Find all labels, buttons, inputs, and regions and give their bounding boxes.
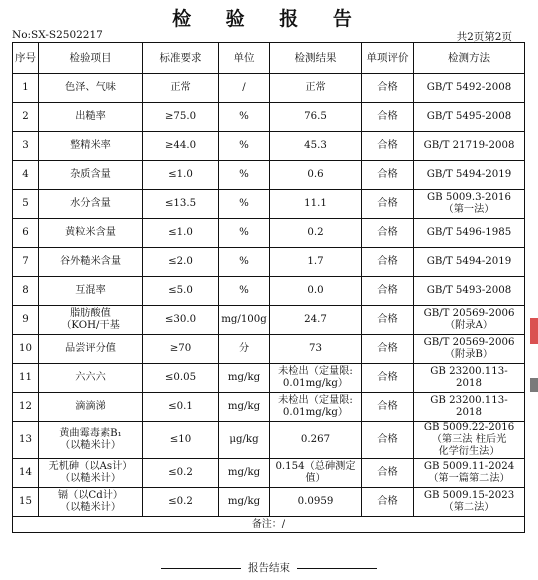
cell-method [414,190,525,219]
cell-result-line: 76.5 [304,111,327,122]
table-row [13,248,525,277]
cell-item-line: （以糙米计） [59,473,122,484]
cell-method-line: 化学衍生法） [438,446,500,457]
cell-unit: 分 [219,335,270,364]
cell-no: 10 [13,335,39,364]
cell-method-line: （第二法） [443,502,495,513]
cell-evaluation: 合格 [362,488,414,517]
cell-item [39,74,143,103]
cell-method-line: 2018 [456,407,482,418]
cell-method-line: GB/T 21719-2008 [423,140,515,151]
cell-evaluation: 合格 [362,190,414,219]
cell-result [270,335,362,364]
cell-item-line: （以糙米计） [59,502,122,513]
cell-no: 3 [13,132,39,161]
report-end-line [0,560,538,575]
report-end-text: 报告结束 [248,562,290,574]
table-row [13,422,525,459]
cell-item-line: 整精米率 [70,140,111,151]
cell-method-line: GB/T 5493-2008 [426,285,512,296]
cell-item-line: 无机砷（以As计） [48,461,133,472]
cell-result-line: 未检出（定量限: [278,366,353,377]
table-row [13,459,525,488]
cell-method-line: GB/T 20569-2006 [423,308,515,319]
cell-unit: % [219,248,270,277]
cell-unit: mg/kg [219,364,270,393]
cell-evaluation: 合格 [362,103,414,132]
cell-unit: μg/kg [219,422,270,459]
cell-evaluation: 合格 [362,132,414,161]
col-header-item: 检验项目 [39,43,143,74]
cell-method [414,459,525,488]
cell-method [414,422,525,459]
cell-result-line: 0.0 [307,285,324,296]
table-row [13,190,525,219]
cell-item-line: 镉（以Cd计） [57,490,124,501]
cell-result-line: 0.6 [307,169,324,180]
cell-no: 6 [13,219,39,248]
cell-evaluation: 合格 [362,74,414,103]
cell-result [270,459,362,488]
cell-method-line: GB 5009.15-2023 [423,490,515,501]
cell-item [39,459,143,488]
cell-result-line: 0.154（总砷测定 [275,461,356,472]
cell-method-line: GB 5009.11-2024 [423,461,515,472]
cell-no: 5 [13,190,39,219]
cell-requirement: ≥44.0 [143,132,219,161]
cell-item-line: 色泽、气味 [65,82,116,93]
cell-requirement: ≤0.2 [143,459,219,488]
cell-requirement: ≤10 [143,422,219,459]
cell-evaluation: 合格 [362,306,414,335]
cell-no: 2 [13,103,39,132]
cell-item-line: 出糙率 [75,111,106,122]
cell-method-line: GB 5009.3-2016 [427,192,511,203]
cell-item [39,161,143,190]
cell-item [39,422,143,459]
cell-item [39,364,143,393]
cell-item-line: （以糙米计） [59,440,122,451]
report-title: 检 验 报 告 [172,8,366,30]
cell-item-line: 滴滴涕 [75,401,106,412]
cell-result-line: 值） [305,473,326,484]
cell-item [39,393,143,422]
cell-item-line: 六六六 [75,372,106,383]
cell-item-line: 黄粒米含量 [65,227,116,238]
cell-item [39,335,143,364]
cell-requirement: ≥70 [143,335,219,364]
cell-evaluation: 合格 [362,459,414,488]
cell-item-line: 脂肪酸值 [70,308,111,319]
seal-fragment [530,318,538,344]
cell-unit: mg/100g [219,306,270,335]
cell-unit: mg/kg [219,393,270,422]
inspection-table [12,42,525,533]
cell-result [270,161,362,190]
cell-method-line: （第一篇第二法） [428,473,510,484]
table-row [13,74,525,103]
cell-unit: % [219,277,270,306]
cell-result [270,277,362,306]
cell-method [414,306,525,335]
cell-result [270,219,362,248]
cell-unit: % [219,219,270,248]
cell-item [39,306,143,335]
cell-method [414,488,525,517]
cell-requirement: ≥75.0 [143,103,219,132]
col-header-requirement: 标准要求 [143,43,219,74]
cell-evaluation: 合格 [362,364,414,393]
cell-result-line: 24.7 [304,314,327,325]
cell-evaluation: 合格 [362,335,414,364]
table-header-row [13,43,525,74]
cell-unit: % [219,132,270,161]
cell-no: 11 [13,364,39,393]
table-row [13,364,525,393]
cell-no: 13 [13,422,39,459]
cell-evaluation: 合格 [362,277,414,306]
cell-method [414,277,525,306]
col-header-unit: 单位 [219,43,270,74]
cell-unit: / [219,74,270,103]
cell-evaluation: 合格 [362,422,414,459]
cell-method-line: 2018 [456,378,482,389]
cell-result [270,190,362,219]
cell-item-line: 杂质含量 [70,169,111,180]
cell-result-line: 未检出（定量限: [278,395,353,406]
report-number: No:SX-S2502217 [12,29,103,41]
cell-unit: % [219,161,270,190]
cell-result-line: 0.01mg/kg） [282,407,349,418]
cell-method-line: GB/T 5496-1985 [426,227,512,238]
cell-requirement: ≤30.0 [143,306,219,335]
col-header-method: 检测方法 [414,43,525,74]
cell-method-line: （附录B） [444,349,494,360]
cell-requirement: 正常 [143,74,219,103]
cell-item [39,190,143,219]
cell-item-line: 黄曲霉毒素B₁ [59,428,122,439]
cell-method [414,393,525,422]
cell-no: 8 [13,277,39,306]
cell-item [39,103,143,132]
cell-item [39,219,143,248]
cell-result [270,306,362,335]
page-info: 共2页第2页 [456,31,512,43]
cell-method [414,364,525,393]
cell-result-line: 正常 [305,82,326,93]
cell-method [414,248,525,277]
cell-requirement: ≤1.0 [143,161,219,190]
cell-method-line: GB/T 5494-2019 [426,169,512,180]
cell-result [270,393,362,422]
cell-result [270,248,362,277]
cell-no: 4 [13,161,39,190]
table-row [13,132,525,161]
cell-requirement: ≤0.1 [143,393,219,422]
cell-no: 14 [13,459,39,488]
cell-result-line: 0.267 [300,434,331,445]
cell-method-line: GB/T 5495-2008 [426,111,512,122]
table-row [13,161,525,190]
cell-method-line: GB/T 20569-2006 [423,337,515,348]
cell-no: 12 [13,393,39,422]
cell-method [414,74,525,103]
cell-result-line: 1.7 [307,256,324,267]
cell-item [39,277,143,306]
table-row [13,219,525,248]
col-header-result: 检测结果 [270,43,362,74]
cell-item-line: 水分含量 [70,198,111,209]
cell-item-line: 品尝评分值 [65,343,116,354]
cell-result-line: 0.01mg/kg） [282,378,349,389]
seal-fragment-dark [530,378,538,392]
cell-evaluation: 合格 [362,219,414,248]
cell-result-line: 73 [309,343,322,354]
table-row [13,393,525,422]
cell-method [414,161,525,190]
cell-requirement: ≤1.0 [143,219,219,248]
cell-method-line: GB/T 5494-2019 [426,256,512,267]
cell-requirement: ≤0.2 [143,488,219,517]
table-row [13,488,525,517]
end-rule-left [161,568,241,569]
cell-requirement: ≤2.0 [143,248,219,277]
cell-result [270,422,362,459]
cell-result-line: 0.2 [307,227,324,238]
table-row [13,335,525,364]
cell-method [414,132,525,161]
cell-result [270,488,362,517]
col-header-no: 序号 [13,43,39,74]
cell-method-line: （附录A） [444,320,494,331]
cell-result [270,364,362,393]
cell-method [414,219,525,248]
cell-unit: % [219,190,270,219]
cell-evaluation: 合格 [362,161,414,190]
cell-method-line: GB 23200.113- [430,395,508,406]
cell-requirement: ≤5.0 [143,277,219,306]
cell-item-line: 互混率 [75,285,106,296]
cell-no: 7 [13,248,39,277]
cell-result [270,103,362,132]
cell-method [414,103,525,132]
cell-method-line: （第三法 柱后光 [431,434,507,445]
col-header-evaluation: 单项评价 [362,43,414,74]
cell-requirement: ≤0.05 [143,364,219,393]
cell-method-line: （第一法） [443,204,495,215]
table-row [13,277,525,306]
cell-result-line: 0.0959 [297,496,334,507]
note-text: 备注：/ [13,517,525,533]
cell-no: 1 [13,74,39,103]
cell-no: 15 [13,488,39,517]
cell-method-line: GB 23200.113- [430,366,508,377]
cell-item [39,488,143,517]
note-row [13,517,525,533]
cell-result-line: 45.3 [304,140,327,151]
cell-item-line: 谷外糙米含量 [59,256,122,267]
cell-result-line: 11.1 [304,198,327,209]
cell-evaluation: 合格 [362,393,414,422]
table-row [13,103,525,132]
table-row [13,306,525,335]
cell-method-line: GB/T 5492-2008 [426,82,512,93]
cell-unit: mg/kg [219,459,270,488]
cell-method-line: GB 5009.22-2016 [423,422,515,433]
cell-item [39,132,143,161]
cell-no: 9 [13,306,39,335]
cell-result [270,132,362,161]
cell-result [270,74,362,103]
cell-evaluation: 合格 [362,248,414,277]
cell-unit: % [219,103,270,132]
cell-item [39,248,143,277]
cell-method [414,335,525,364]
cell-unit: mg/kg [219,488,270,517]
cell-item-line: （KOH/干基 [61,320,120,331]
end-rule-right [297,568,377,569]
cell-requirement: ≤13.5 [143,190,219,219]
